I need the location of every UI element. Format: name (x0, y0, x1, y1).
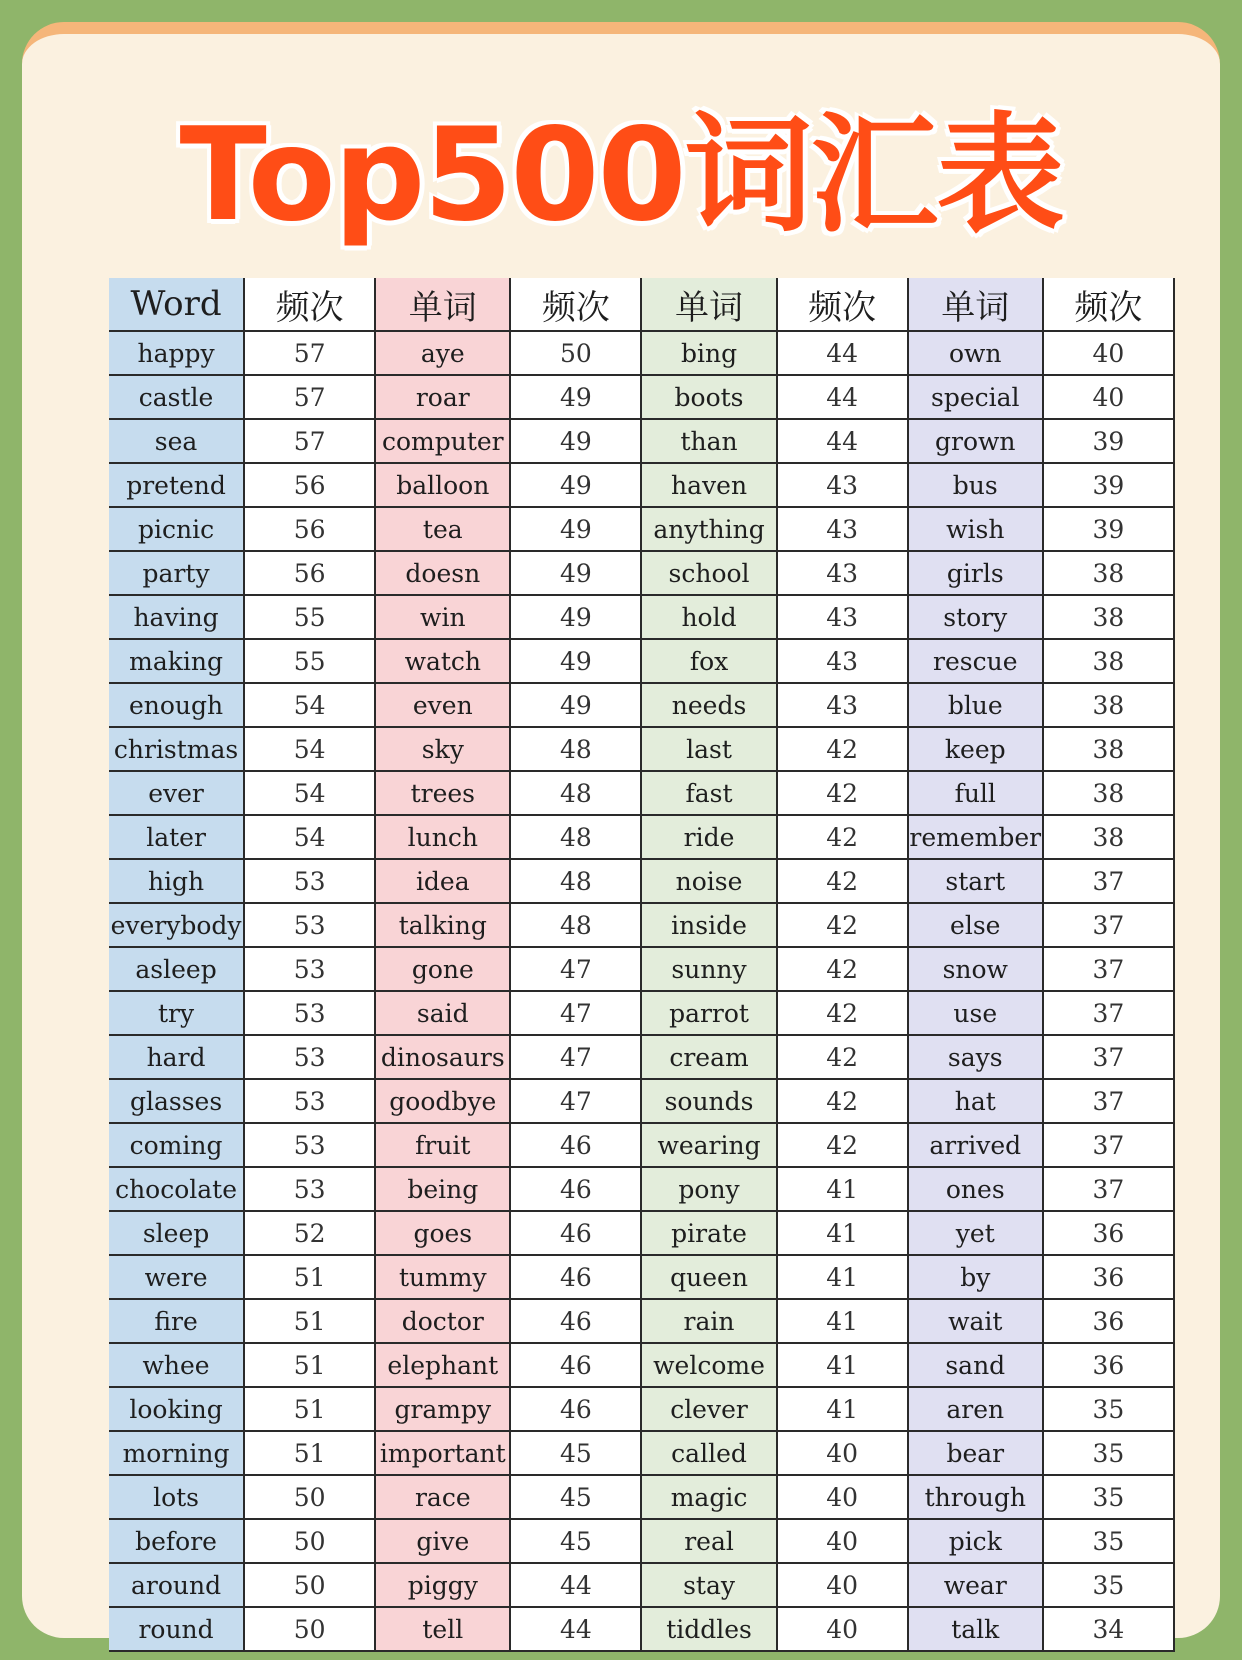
frequency-cell: 44 (777, 375, 908, 419)
frequency-cell: 44 (510, 1563, 641, 1607)
word-cell: whee (109, 1343, 244, 1387)
frequency-cell: 51 (244, 1387, 375, 1431)
table-row (109, 1563, 1174, 1607)
word-cell: else (908, 903, 1043, 947)
word-cell: win (375, 595, 510, 639)
table-row (109, 771, 1174, 815)
frequency-cell: 48 (510, 815, 641, 859)
word-cell: tell (375, 1607, 510, 1651)
table-row (109, 991, 1174, 1035)
word-cell: pirate (641, 1211, 776, 1255)
frequency-cell: 43 (777, 507, 908, 551)
word-cell: ever (109, 771, 244, 815)
word-cell: coming (109, 1123, 244, 1167)
word-cell: rescue (908, 639, 1043, 683)
frequency-cell: 44 (777, 331, 908, 375)
frequency-cell: 40 (777, 1475, 908, 1519)
word-cell: bear (908, 1431, 1043, 1475)
word-cell: tiddles (641, 1607, 776, 1651)
word-cell: inside (641, 903, 776, 947)
frequency-cell: 57 (244, 375, 375, 419)
table-row (109, 727, 1174, 771)
word-cell: sleep (109, 1211, 244, 1255)
frequency-cell: 52 (244, 1211, 375, 1255)
word-cell: full (908, 771, 1043, 815)
word-cell: than (641, 419, 776, 463)
frequency-cell: 45 (510, 1431, 641, 1475)
frequency-cell: 46 (510, 1299, 641, 1343)
word-cell: elephant (375, 1343, 510, 1387)
frequency-cell: 42 (777, 991, 908, 1035)
table-row (109, 551, 1174, 595)
word-cell: tea (375, 507, 510, 551)
word-cell: hold (641, 595, 776, 639)
word-cell: hat (908, 1079, 1043, 1123)
frequency-cell: 42 (777, 903, 908, 947)
frequency-cell: 40 (777, 1519, 908, 1563)
header-word-3: 单词 (641, 278, 776, 331)
word-cell: blue (908, 683, 1043, 727)
frequency-cell: 44 (777, 419, 908, 463)
frequency-cell: 37 (1043, 859, 1174, 903)
frequency-cell: 38 (1043, 595, 1174, 639)
header-word-2: 单词 (375, 278, 510, 331)
frequency-cell: 44 (510, 1607, 641, 1651)
word-cell: talk (908, 1607, 1043, 1651)
frequency-cell: 37 (1043, 991, 1174, 1035)
word-cell: chocolate (109, 1167, 244, 1211)
frequency-cell: 57 (244, 331, 375, 375)
frequency-cell: 53 (244, 1123, 375, 1167)
word-cell: picnic (109, 507, 244, 551)
word-cell: through (908, 1475, 1043, 1519)
frequency-cell: 45 (510, 1475, 641, 1519)
word-cell: last (641, 727, 776, 771)
word-cell: being (375, 1167, 510, 1211)
frequency-cell: 38 (1043, 683, 1174, 727)
table-row (109, 1299, 1174, 1343)
frequency-cell: 35 (1043, 1387, 1174, 1431)
frequency-cell: 50 (510, 331, 641, 375)
frequency-cell: 42 (777, 859, 908, 903)
frequency-cell: 37 (1043, 1123, 1174, 1167)
table-row (109, 1211, 1174, 1255)
word-cell: trees (375, 771, 510, 815)
table-row (109, 947, 1174, 991)
frequency-cell: 37 (1043, 1079, 1174, 1123)
frequency-cell: 35 (1043, 1519, 1174, 1563)
word-cell: ones (908, 1167, 1043, 1211)
frequency-cell: 41 (777, 1299, 908, 1343)
table-row (109, 683, 1174, 727)
frequency-cell: 42 (777, 727, 908, 771)
frequency-cell: 41 (777, 1255, 908, 1299)
word-cell: looking (109, 1387, 244, 1431)
header-frequency-3: 频次 (777, 278, 908, 331)
header-frequency-4: 频次 (1043, 278, 1174, 331)
word-cell: pick (908, 1519, 1043, 1563)
word-cell: before (109, 1519, 244, 1563)
frequency-cell: 38 (1043, 727, 1174, 771)
word-cell: by (908, 1255, 1043, 1299)
word-cell: bus (908, 463, 1043, 507)
frequency-cell: 53 (244, 947, 375, 991)
word-cell: parrot (641, 991, 776, 1035)
frequency-cell: 39 (1043, 463, 1174, 507)
word-cell: remember (908, 815, 1043, 859)
frequency-cell: 40 (777, 1431, 908, 1475)
frequency-cell: 39 (1043, 419, 1174, 463)
word-cell: grampy (375, 1387, 510, 1431)
frequency-cell: 47 (510, 1035, 641, 1079)
word-cell: everybody (109, 903, 244, 947)
word-cell: grown (908, 419, 1043, 463)
word-cell: doesn (375, 551, 510, 595)
frequency-cell: 43 (777, 683, 908, 727)
frequency-cell: 53 (244, 1167, 375, 1211)
table-row (109, 331, 1174, 375)
word-cell: high (109, 859, 244, 903)
word-cell: wait (908, 1299, 1043, 1343)
table-row (109, 1079, 1174, 1123)
frequency-cell: 49 (510, 375, 641, 419)
frequency-cell: 50 (244, 1563, 375, 1607)
table-row (109, 1343, 1174, 1387)
word-cell: christmas (109, 727, 244, 771)
frequency-cell: 53 (244, 1035, 375, 1079)
frequency-cell: 42 (777, 771, 908, 815)
frequency-cell: 36 (1043, 1343, 1174, 1387)
word-cell: making (109, 639, 244, 683)
word-cell: queen (641, 1255, 776, 1299)
word-cell: lots (109, 1475, 244, 1519)
frequency-cell: 42 (777, 815, 908, 859)
table-row (109, 1123, 1174, 1167)
word-cell: yet (908, 1211, 1043, 1255)
word-cell: says (908, 1035, 1043, 1079)
word-cell: dinosaurs (375, 1035, 510, 1079)
frequency-cell: 40 (777, 1607, 908, 1651)
frequency-cell: 54 (244, 727, 375, 771)
word-cell: computer (375, 419, 510, 463)
frequency-cell: 41 (777, 1387, 908, 1431)
word-cell: said (375, 991, 510, 1035)
word-cell: own (908, 331, 1043, 375)
frequency-cell: 42 (777, 1035, 908, 1079)
word-cell: needs (641, 683, 776, 727)
word-cell: fruit (375, 1123, 510, 1167)
frequency-cell: 36 (1043, 1299, 1174, 1343)
frequency-cell: 49 (510, 639, 641, 683)
frequency-cell: 49 (510, 683, 641, 727)
word-cell: give (375, 1519, 510, 1563)
word-cell: bing (641, 331, 776, 375)
word-cell: goodbye (375, 1079, 510, 1123)
word-cell: clever (641, 1387, 776, 1431)
frequency-cell: 41 (777, 1211, 908, 1255)
frequency-cell: 40 (1043, 331, 1174, 375)
table-row (109, 595, 1174, 639)
frequency-cell: 53 (244, 1079, 375, 1123)
word-cell: called (641, 1431, 776, 1475)
frequency-cell: 49 (510, 419, 641, 463)
word-cell: enough (109, 683, 244, 727)
word-cell: wearing (641, 1123, 776, 1167)
word-cell: rain (641, 1299, 776, 1343)
frequency-cell: 51 (244, 1255, 375, 1299)
frequency-cell: 34 (1043, 1607, 1174, 1651)
frequency-cell: 37 (1043, 903, 1174, 947)
frequency-cell: 43 (777, 639, 908, 683)
content-card (22, 22, 1220, 1644)
word-cell: sky (375, 727, 510, 771)
frequency-cell: 56 (244, 507, 375, 551)
header-word-1: Word (109, 278, 244, 331)
word-cell: keep (908, 727, 1043, 771)
table-row (109, 639, 1174, 683)
table-row (109, 463, 1174, 507)
frequency-cell: 51 (244, 1343, 375, 1387)
word-cell: tummy (375, 1255, 510, 1299)
word-cell: real (641, 1519, 776, 1563)
word-cell: noise (641, 859, 776, 903)
frequency-cell: 38 (1043, 551, 1174, 595)
table-row (109, 1475, 1174, 1519)
frequency-cell: 51 (244, 1431, 375, 1475)
word-cell: arrived (908, 1123, 1043, 1167)
table-row (109, 507, 1174, 551)
word-cell: fast (641, 771, 776, 815)
frequency-cell: 36 (1043, 1255, 1174, 1299)
frequency-cell: 55 (244, 595, 375, 639)
frequency-cell: 38 (1043, 639, 1174, 683)
frequency-cell: 38 (1043, 815, 1174, 859)
word-cell: boots (641, 375, 776, 419)
frequency-cell: 46 (510, 1211, 641, 1255)
frequency-cell: 39 (1043, 507, 1174, 551)
frequency-cell: 54 (244, 815, 375, 859)
word-cell: piggy (375, 1563, 510, 1607)
word-cell: snow (908, 947, 1043, 991)
word-cell: idea (375, 859, 510, 903)
word-cell: later (109, 815, 244, 859)
frequency-cell: 37 (1043, 947, 1174, 991)
word-cell: ride (641, 815, 776, 859)
frequency-cell: 56 (244, 463, 375, 507)
word-cell: roar (375, 375, 510, 419)
word-cell: fox (641, 639, 776, 683)
frequency-cell: 54 (244, 683, 375, 727)
word-cell: glasses (109, 1079, 244, 1123)
table-row (109, 375, 1174, 419)
word-cell: castle (109, 375, 244, 419)
frequency-cell: 42 (777, 947, 908, 991)
word-cell: story (908, 595, 1043, 639)
word-cell: sand (908, 1343, 1043, 1387)
frequency-cell: 36 (1043, 1211, 1174, 1255)
word-cell: use (908, 991, 1043, 1035)
table-row (109, 1431, 1174, 1475)
frequency-cell: 54 (244, 771, 375, 815)
word-cell: round (109, 1607, 244, 1651)
frequency-cell: 53 (244, 859, 375, 903)
word-cell: morning (109, 1431, 244, 1475)
word-cell: sunny (641, 947, 776, 991)
frequency-cell: 55 (244, 639, 375, 683)
frequency-cell: 47 (510, 991, 641, 1035)
frequency-cell: 35 (1043, 1475, 1174, 1519)
frequency-cell: 35 (1043, 1431, 1174, 1475)
page-title: Top500词汇表 (179, 101, 1063, 250)
frequency-cell: 47 (510, 1079, 641, 1123)
frequency-cell: 37 (1043, 1035, 1174, 1079)
table-row (109, 903, 1174, 947)
vocabulary-table (109, 278, 1175, 1652)
word-cell: hard (109, 1035, 244, 1079)
frequency-cell: 40 (777, 1563, 908, 1607)
frequency-cell: 43 (777, 595, 908, 639)
frequency-cell: 57 (244, 419, 375, 463)
table-row (109, 1167, 1174, 1211)
word-cell: sounds (641, 1079, 776, 1123)
word-cell: important (375, 1431, 510, 1475)
word-cell: stay (641, 1563, 776, 1607)
frequency-cell: 35 (1043, 1563, 1174, 1607)
word-cell: were (109, 1255, 244, 1299)
table-row (109, 1035, 1174, 1079)
frequency-cell: 45 (510, 1519, 641, 1563)
word-cell: anything (641, 507, 776, 551)
header-row (109, 278, 1174, 331)
word-cell: start (908, 859, 1043, 903)
table-row (109, 859, 1174, 903)
frequency-cell: 53 (244, 991, 375, 1035)
word-cell: gone (375, 947, 510, 991)
word-cell: talking (375, 903, 510, 947)
word-cell: cream (641, 1035, 776, 1079)
word-cell: school (641, 551, 776, 595)
word-cell: wear (908, 1563, 1043, 1607)
word-cell: fire (109, 1299, 244, 1343)
frequency-cell: 47 (510, 947, 641, 991)
frequency-cell: 41 (777, 1343, 908, 1387)
word-cell: try (109, 991, 244, 1035)
frequency-cell: 48 (510, 727, 641, 771)
table-row (109, 1387, 1174, 1431)
frequency-cell: 48 (510, 771, 641, 815)
frequency-cell: 46 (510, 1167, 641, 1211)
frequency-cell: 56 (244, 551, 375, 595)
frequency-cell: 49 (510, 595, 641, 639)
table-row (109, 419, 1174, 463)
word-cell: race (375, 1475, 510, 1519)
word-cell: party (109, 551, 244, 595)
frequency-cell: 50 (244, 1607, 375, 1651)
table-row (109, 1519, 1174, 1563)
frequency-cell: 49 (510, 551, 641, 595)
frequency-cell: 41 (777, 1167, 908, 1211)
word-cell: wish (908, 507, 1043, 551)
table-row (109, 1255, 1174, 1299)
frequency-cell: 51 (244, 1299, 375, 1343)
word-cell: haven (641, 463, 776, 507)
frequency-cell: 50 (244, 1519, 375, 1563)
header-frequency-1: 频次 (244, 278, 375, 331)
word-cell: goes (375, 1211, 510, 1255)
frequency-cell: 38 (1043, 771, 1174, 815)
frequency-cell: 50 (244, 1475, 375, 1519)
word-cell: watch (375, 639, 510, 683)
word-cell: around (109, 1563, 244, 1607)
frequency-cell: 40 (1043, 375, 1174, 419)
word-cell: lunch (375, 815, 510, 859)
word-cell: pretend (109, 463, 244, 507)
word-cell: sea (109, 419, 244, 463)
frequency-cell: 49 (510, 463, 641, 507)
frequency-cell: 42 (777, 1123, 908, 1167)
header-frequency-2: 频次 (510, 278, 641, 331)
header-word-4: 单词 (908, 278, 1043, 331)
word-cell: even (375, 683, 510, 727)
word-cell: girls (908, 551, 1043, 595)
frequency-cell: 46 (510, 1255, 641, 1299)
word-cell: balloon (375, 463, 510, 507)
frequency-cell: 43 (777, 463, 908, 507)
frequency-cell: 42 (777, 1079, 908, 1123)
word-cell: having (109, 595, 244, 639)
frequency-cell: 53 (244, 903, 375, 947)
frequency-cell: 37 (1043, 1167, 1174, 1211)
vocabulary-table-body (109, 331, 1174, 1651)
frequency-cell: 46 (510, 1387, 641, 1431)
word-cell: aren (908, 1387, 1043, 1431)
word-cell: pony (641, 1167, 776, 1211)
word-cell: doctor (375, 1299, 510, 1343)
frequency-cell: 46 (510, 1343, 641, 1387)
word-cell: aye (375, 331, 510, 375)
word-cell: happy (109, 331, 244, 375)
frequency-cell: 48 (510, 859, 641, 903)
table-row (109, 1607, 1174, 1651)
frequency-cell: 48 (510, 903, 641, 947)
word-cell: asleep (109, 947, 244, 991)
word-cell: welcome (641, 1343, 776, 1387)
frequency-cell: 49 (510, 507, 641, 551)
frequency-cell: 46 (510, 1123, 641, 1167)
frequency-cell: 43 (777, 551, 908, 595)
word-cell: magic (641, 1475, 776, 1519)
table-row (109, 815, 1174, 859)
word-cell: special (908, 375, 1043, 419)
